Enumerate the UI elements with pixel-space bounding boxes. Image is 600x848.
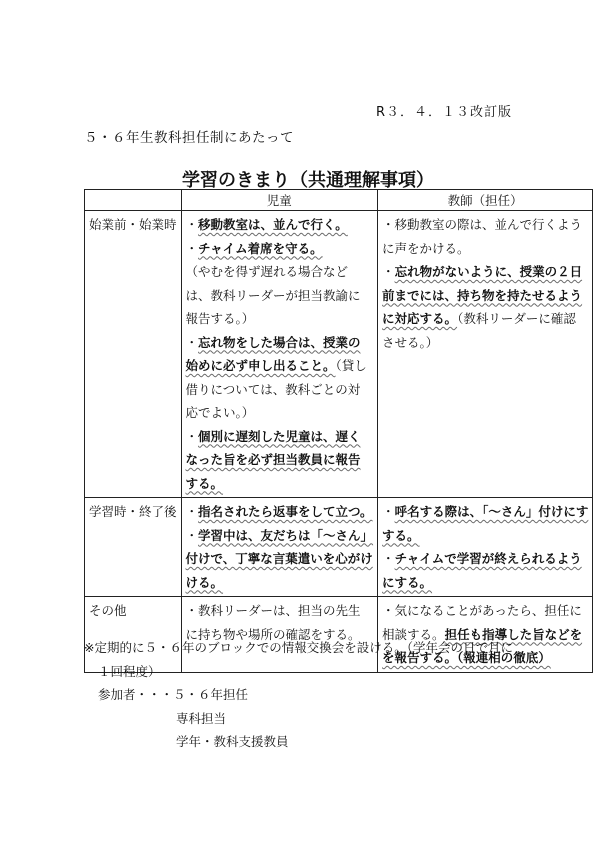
emphasized-text: ける。 xyxy=(185,574,224,590)
text: は、教科リーダーが担当教諭に xyxy=(185,287,361,303)
document-title: 学習のきまり（共通理解事項） xyxy=(182,170,434,191)
participant-item: 学年・教科支援教員 xyxy=(176,734,289,749)
document-subtitle: ５・６年生教科担任制にあたって xyxy=(84,130,294,146)
emphasized-text: 忘れ物がないように、授業の２日 xyxy=(394,264,583,279)
rules-table xyxy=(84,189,593,673)
emphasized-text: する。 xyxy=(185,475,224,491)
emphasized-text: 呼名する際は、「～さん」付けにす xyxy=(394,504,589,519)
teacher-line xyxy=(382,260,588,284)
text: ・ xyxy=(185,217,199,232)
text: （教科リーダーに確認 xyxy=(457,311,576,326)
note-line: １回程度） xyxy=(98,663,161,679)
student-line xyxy=(186,237,374,261)
student-cell xyxy=(181,211,378,498)
emphasized-text: に対応する。 xyxy=(382,311,458,326)
teacher-line xyxy=(382,331,588,355)
emphasized-text: チャイムで学習が終えられるよう xyxy=(394,551,582,566)
emphasized-text: 付けで、丁寧な言葉遣いを心がけ xyxy=(185,551,373,566)
student-line xyxy=(186,448,374,472)
emphasized-text: する。 xyxy=(382,527,420,543)
student-line xyxy=(186,378,374,402)
teacher-cell xyxy=(378,211,593,498)
text: 応でよい。） xyxy=(185,405,255,420)
emphasized-text: なった旨を必ず担当教員に報告 xyxy=(185,452,361,467)
table-header-row xyxy=(85,190,593,211)
text: ・教科リーダーは、担当の先生 xyxy=(185,603,361,618)
student-line xyxy=(186,354,374,378)
header-students: 児童 xyxy=(181,190,378,211)
student-line xyxy=(186,401,374,425)
student-line xyxy=(186,571,374,595)
text: ・ xyxy=(382,551,395,566)
text: ・ xyxy=(185,527,199,543)
text: ・ xyxy=(185,504,199,519)
teacher-line xyxy=(382,213,588,237)
header-empty xyxy=(85,190,182,211)
student-cell xyxy=(181,498,378,597)
revision-date: R３．４．１３改訂版 xyxy=(375,105,512,120)
row-label-text: その他 xyxy=(89,603,127,618)
emphasized-text: 移動教室は、並んで行く。 xyxy=(198,217,348,232)
emphasized-text: チャイム着席を守る。 xyxy=(198,240,323,256)
text: ・ xyxy=(382,504,395,519)
text: 相談する。 xyxy=(382,626,445,642)
student-line xyxy=(186,213,374,237)
student-line xyxy=(186,547,374,571)
emphasized-text: 始めに必ず申し出ること。 xyxy=(185,358,336,373)
emphasized-text: 指名されたら返事をして立つ。 xyxy=(198,504,373,519)
text: に声をかける。 xyxy=(382,240,470,256)
emphasized-text: 担任も指導した旨などを xyxy=(444,626,583,642)
table-row xyxy=(85,498,593,597)
text: （貸し xyxy=(335,358,367,373)
teacher-cell xyxy=(378,498,593,597)
text: ・気になることがあったら、担任に xyxy=(382,603,582,618)
row-label-text: 始業前・始業時 xyxy=(89,217,177,232)
teacher-line xyxy=(382,237,588,261)
teacher-line xyxy=(382,284,588,308)
table-row xyxy=(85,211,593,498)
text: 報告する。） xyxy=(185,311,255,326)
student-line xyxy=(186,500,374,524)
text: ・移動教室の際は、並んで行くよう xyxy=(382,217,583,232)
emphasized-text: を報告する。（報連相の徹底） xyxy=(382,650,551,665)
student-line xyxy=(186,331,374,355)
row-label xyxy=(85,498,182,597)
header-teachers: 教師（担任） xyxy=(378,190,593,211)
notes-section xyxy=(84,636,513,754)
teacher-line xyxy=(382,547,588,571)
row-label xyxy=(85,211,182,498)
participants-line: 参加者・・・５・６年担任 xyxy=(98,687,249,702)
text: に持ち物や場所の確認をする。 xyxy=(185,626,361,642)
student-line xyxy=(186,425,374,449)
text: 借りについては、教科ごとの対 xyxy=(185,381,361,397)
teacher-line xyxy=(382,500,588,524)
text: ・ xyxy=(185,428,199,444)
teacher-line xyxy=(382,524,588,548)
student-line xyxy=(186,284,374,308)
emphasized-text: 忘れ物をした場合は、授業の xyxy=(198,334,361,350)
text: させる。） xyxy=(382,334,439,350)
text: （やむを得ず遅れる場合など xyxy=(185,264,349,279)
text: ・ xyxy=(185,240,199,256)
student-line xyxy=(186,599,374,623)
student-line xyxy=(186,524,374,548)
teacher-line xyxy=(382,571,588,595)
text: ・ xyxy=(382,264,395,279)
student-line xyxy=(186,307,374,331)
emphasized-text: 前までには、持ち物を持たせるよう xyxy=(382,287,583,303)
row-label-text: 学習時・終了後 xyxy=(89,504,177,519)
teacher-line xyxy=(382,599,588,623)
emphasized-text: にする。 xyxy=(382,574,433,590)
note-line: ※定期的に５・６年のブロックでの情報交換会を設ける。（学年会の日で月に xyxy=(84,640,513,655)
text: ・ xyxy=(185,334,199,350)
teacher-line xyxy=(382,307,588,331)
participant-item: 専科担当 xyxy=(176,710,227,726)
student-line xyxy=(186,260,374,284)
emphasized-text: 学習中は、友だちは「～さん」 xyxy=(198,527,374,543)
student-line xyxy=(186,472,374,496)
emphasized-text: 個別に遅刻した児童は、遅く xyxy=(198,428,361,444)
